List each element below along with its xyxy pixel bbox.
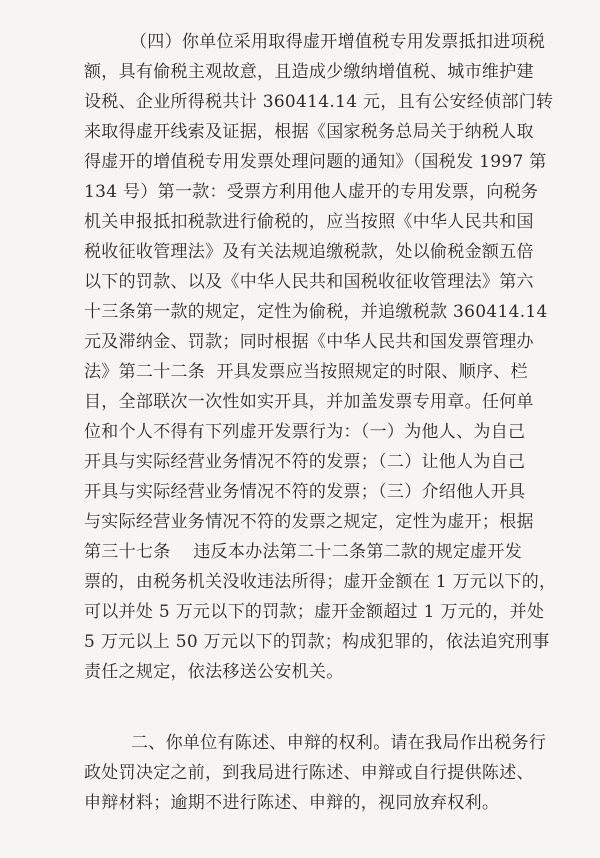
text-line: 机关申报抵扣税款进行偷税的，应当按照《中华人民共和国 [84, 212, 534, 232]
text-line: 目，全部联次一次性如实开具，并加盖发票专用章。任何单 [84, 392, 534, 412]
text-line: 二、你单位有陈述、申辩的权利。请在我局作出税务行 [131, 733, 547, 753]
text-line: 票的，由税务机关没收违法所得；虚开金额在 1 万元以下的， [84, 572, 557, 592]
text-line: 可以并处 5 万元以下的罚款；虚开金额超过 1 万元的，并处 [84, 602, 545, 622]
text-line: 开具与实际经营业务情况不符的发票；（三）介绍他人开具 [84, 482, 526, 502]
text-line: 责任之规定，依法移送公安机关。 [84, 662, 344, 682]
text-line: 134 号）第一款：受票方利用他人虚开的专用发票，向税务 [84, 182, 539, 202]
text-line: 法》第二十二条 开具发票应当按照规定的时限、顺序、栏 [84, 362, 528, 382]
text-line: 开具与实际经营业务情况不符的发票；（二）让他人为自己 [84, 452, 526, 472]
text-line: 5 万元以上 50 万元以下的罚款；构成犯罪的，依法追究刑事 [84, 632, 550, 652]
text-line: 税收征收管理法》及有关法规追缴税款，处以偷税金额五倍 [84, 242, 534, 262]
text-line: 位和个人不得有下列虚开发票行为：（一）为他人、为自己 [84, 422, 526, 442]
text-line: 元及滞纳金、罚款；同时根据《中华人民共和国发票管理办 [84, 332, 534, 352]
text-line: 申辩材料；逾期不进行陈述、申辩的，视同放弃权利。 [84, 793, 500, 813]
text-line: （四）你单位采用取得虚开增值税专用发票抵扣进项税 [130, 32, 546, 52]
text-line: 十三条第一款的规定，定性为偷税，并追缴税款 360414.14 [84, 302, 548, 322]
text-line: 与实际经营业务情况不符的发票之规定，定性为虚开；根据 [84, 512, 534, 532]
text-line: 政处罚决定之前，到我局进行陈述、申辩或自行提供陈述、 [84, 763, 534, 783]
text-line: 额，具有偷税主观故意，且造成少缴纳增值税、城市维护建 [84, 62, 534, 82]
text-line: 设税、企业所得税共计 360414.14 元，且有公安经侦部门转 [84, 92, 554, 112]
text-line: 来取得虚开线索及证据，根据《国家税务总局关于纳税人取 [84, 122, 534, 142]
text-line: 以下的罚款、以及《中华人民共和国税收征收管理法》第六 [84, 272, 534, 292]
text-line: 得虚开的增值税专用发票处理问题的通知》（国税发 1997 第 [84, 152, 547, 172]
text-line: 第三十七条 违反本办法第二十二条第二款的规定虚开发 [84, 542, 523, 562]
